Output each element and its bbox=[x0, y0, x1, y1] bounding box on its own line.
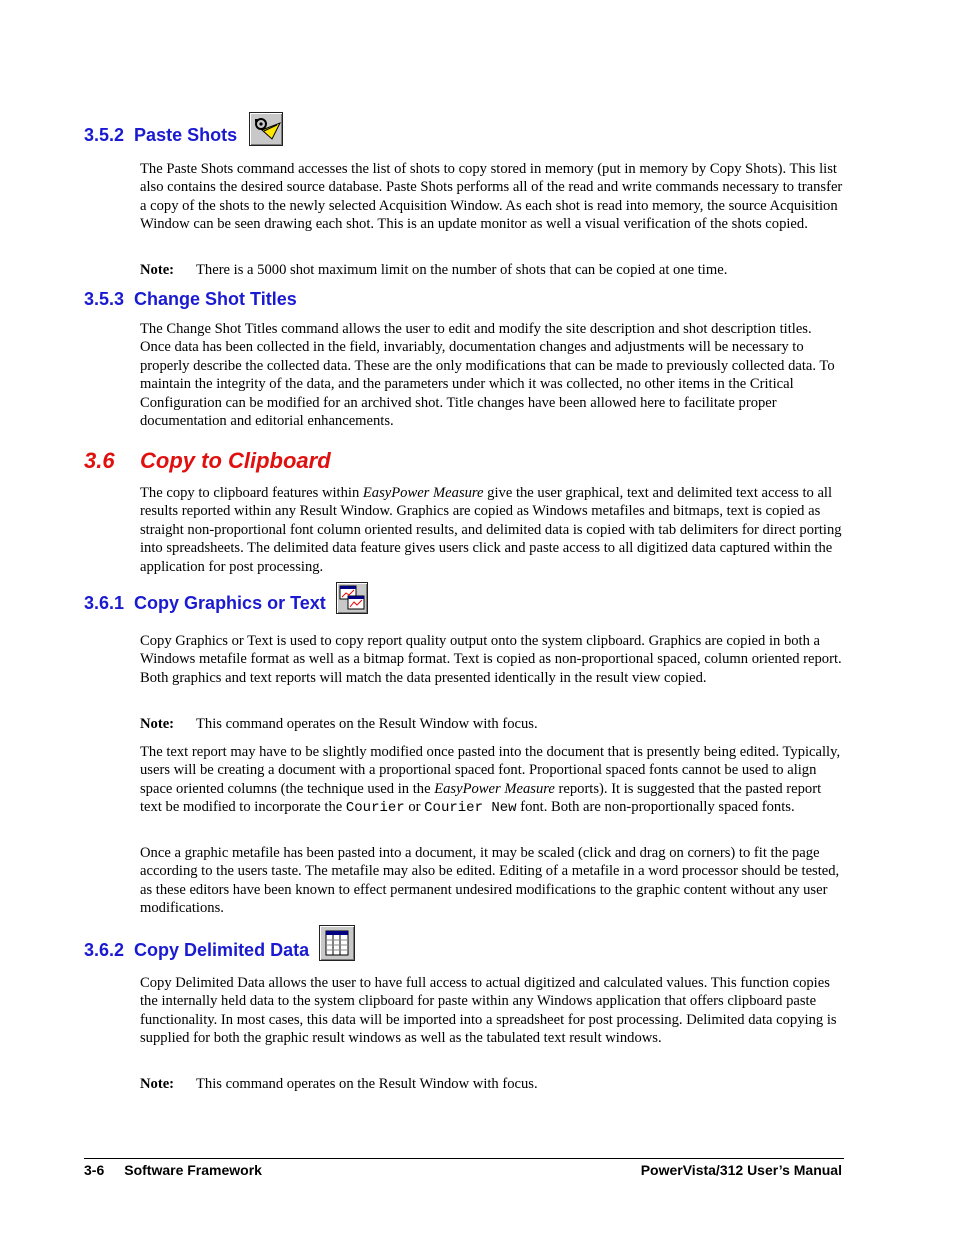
heading-copy-to-clipboard bbox=[84, 448, 331, 474]
heading-copy-delimited-data bbox=[84, 925, 355, 961]
paragraph: Copy Graphics or Text is used to copy report quality output onto the system clipboard. Graphics are copied in both a Windows metafile format as well as a bitmap format. Text is copied as non-proportional spaced, column oriented report. Both graphics and text reports will match the data presented identically in the result view copied. bbox=[140, 633, 842, 686]
section-number: 3.6.2 bbox=[84, 940, 125, 960]
paragraph: Once a graphic metafile has been pasted into a document, it may be scaled (click and drag on corners) to fit the page according to the users taste. The metafile may also be edited. Editing of a metafile in a word processor should be tested, as these editors have been known to effect permanent undesired modifications to the graphic content without any user modifications. bbox=[140, 845, 840, 917]
note bbox=[140, 715, 844, 733]
note-label: Note: bbox=[140, 262, 175, 278]
copy-graphics-icon bbox=[336, 582, 368, 614]
footer-page-number: 3-6 bbox=[84, 1162, 105, 1178]
section-number: 3.5.2 bbox=[84, 125, 125, 145]
paragraph: Copy Delimited Data allows the user to have full access to actual digitized and calculated values. This function copies the internally held data to the system clipboard for paste within any Windows application that offers clipboard paste functionality. In most cases, this data will be imported into a spreadsheet for post processing. Delimited data copying is supplied for both the graphic result windows as well as the tabulated text result windows. bbox=[140, 975, 837, 1047]
note-text: There is a 5000 shot maximum limit on the number of shots that can be copied at one time. bbox=[196, 262, 728, 278]
text-run: font. Both are non-proportionally spaced fonts. bbox=[516, 799, 795, 816]
heading-copy-graphics-or-text bbox=[84, 582, 368, 614]
product-name: EasyPower Measure bbox=[362, 485, 484, 501]
note-label: Note: bbox=[140, 1076, 175, 1092]
font-name-courier: Courier bbox=[345, 800, 405, 817]
section-number: 3.5.3 bbox=[84, 289, 125, 309]
note-label: Note: bbox=[140, 716, 175, 732]
paste-shots-icon bbox=[249, 112, 283, 146]
section-number: 3.6 bbox=[84, 448, 115, 473]
note-text: This command operates on the Result Window with focus. bbox=[196, 716, 538, 732]
text-run: give the user graphical, text and delimited text access to all results reported within any Result Window. Graphics are copied as Windows metafiles and bitmaps, text is copied as straight non-proportional font column oriented results, and delimited data is copied with tab delimiters for direct porting into spreadsheets. The delimited data feature gives users click and paste access to all digitized data captured within the application for post processing. bbox=[140, 485, 842, 575]
paragraph bbox=[140, 743, 844, 818]
footer-left bbox=[84, 1162, 262, 1178]
text-run: reports). It is suggested that the pasted report text be modified to incorporate the bbox=[140, 780, 822, 816]
text-run: The text report may have to be slightly modified once pasted into the document that is presently being edited. Typically, users will be creating a document with a proportional spaced font. Proportional spaced fonts cannot be used to align space oriented columns (the technique used in the bbox=[140, 744, 841, 797]
section-title: Change Shot Titles bbox=[134, 289, 297, 309]
copy-delimited-data-icon bbox=[319, 925, 355, 961]
text-run: The copy to clipboard features within bbox=[140, 485, 363, 501]
note-text: This command operates on the Result Window with focus. bbox=[196, 1076, 538, 1092]
footer-section: Software Framework bbox=[124, 1162, 262, 1178]
note bbox=[140, 1075, 844, 1093]
font-name-courier-new: Courier New bbox=[424, 800, 517, 817]
section-title: Copy to Clipboard bbox=[140, 448, 331, 473]
paragraph: The Change Shot Titles command allows the user to edit and modify the site description and shot description titles. Once data has been collected in the field, invariably, documentation changes and adjustments will be necessary to properly describe the collected data. These are the only modifications that can be made to previously collected data. To maintain the integrity of the data, and the parameters under which it was collected, no other items in the Critical Configuration can be modified for an archived shot. Title changes have been allowed here to facilitate proper documentation and editorial enhancements. bbox=[140, 321, 835, 430]
paragraph bbox=[140, 484, 844, 576]
heading-paste-shots bbox=[84, 112, 283, 146]
section-title: Copy Graphics or Text bbox=[134, 593, 326, 613]
section-title: Copy Delimited Data bbox=[134, 940, 310, 960]
section-title: Paste Shots bbox=[134, 125, 238, 145]
note bbox=[140, 261, 844, 279]
section-number: 3.6.1 bbox=[84, 593, 125, 613]
footer-rule bbox=[84, 1158, 844, 1159]
product-name: EasyPower Measure bbox=[434, 780, 555, 797]
paragraph: The Paste Shots command accesses the list of shots to copy stored in memory (put in memory by Copy Shots). This list also contains the desired source database. Paste Shots performs all of the read and write commands necessary to transfer a copy of the shots to the newly selected Acquisition Window. As each shot is read into memory, the source Acquisition Window can be seen drawing each shot. This is an update monitor as well a visual verification of the shots copied. bbox=[140, 161, 843, 233]
footer-manual-title: PowerVista/312 User’s Manual bbox=[640, 1162, 842, 1178]
text-run: or bbox=[404, 799, 425, 816]
heading-change-shot-titles bbox=[84, 289, 297, 310]
